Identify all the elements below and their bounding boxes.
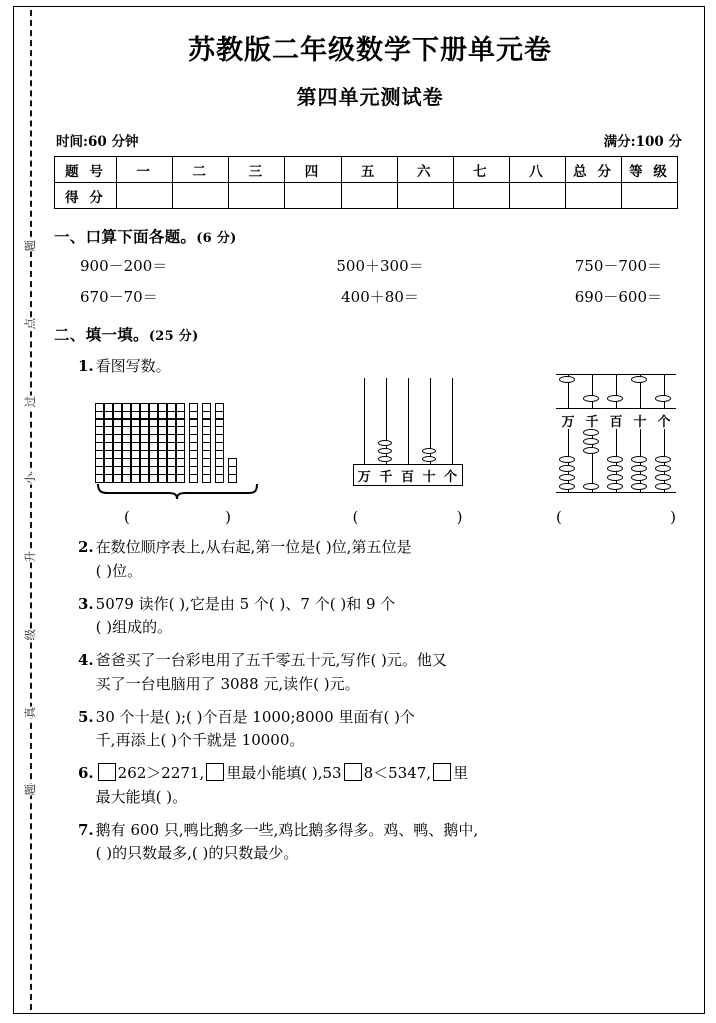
abacus-lower-bead-rest — [607, 474, 623, 481]
abacus-place-labels — [556, 410, 676, 430]
abacus-lower-bead-active — [583, 429, 599, 436]
score-cell[interactable] — [285, 183, 341, 209]
abacus-upper-bead — [631, 376, 647, 383]
question-line: ( )的只数最多,( )的只数最少。 — [95, 844, 299, 862]
answer-box[interactable] — [433, 763, 451, 781]
score-cell[interactable] — [117, 183, 173, 209]
open-paren: ( — [124, 508, 130, 527]
section-2-title: 二、填一填。 — [54, 325, 149, 344]
counter-rods — [353, 378, 463, 506]
place-label-ge: 个 — [652, 411, 676, 430]
score-col-2: 二 — [173, 157, 229, 183]
abacus-lower-bead-rest — [583, 483, 599, 490]
abacus-lower-bead-rest — [631, 474, 647, 481]
q6-part-a: 262＞2271, — [117, 764, 205, 783]
question-text — [96, 536, 688, 583]
place-label-bai: 百 — [400, 469, 414, 485]
section-heading-2 — [54, 323, 688, 345]
abacus-lower-bead-rest — [607, 456, 623, 463]
answer-parens-abacus[interactable] — [556, 508, 676, 526]
abacus-upper-bead — [655, 395, 671, 402]
abacus-lower-bead-rest — [559, 465, 575, 472]
abacus-lower-bead-rest — [631, 465, 647, 472]
question-number: 7. — [78, 820, 94, 839]
abacus-rod-upper — [616, 375, 617, 409]
question-text — [96, 762, 688, 809]
close-paren: ) — [670, 508, 676, 527]
abacus-frame — [556, 372, 676, 506]
answer-parens-counter[interactable] — [353, 508, 463, 526]
abacus-lower-bead-rest — [607, 483, 623, 490]
score-col-6: 六 — [397, 157, 453, 183]
question-number: 5. — [78, 707, 94, 726]
question-2 — [78, 536, 688, 583]
score-col-5: 五 — [341, 157, 397, 183]
score-col-3: 三 — [229, 157, 285, 183]
abacus-lower-bead-rest — [655, 483, 671, 490]
question-3 — [78, 593, 688, 640]
tens-rod-1 — [190, 403, 199, 482]
exam-meta — [52, 130, 688, 150]
question-line: 鹅有 600 只,鸭比鹅多一些,鸡比鹅多得多。鸡、鸭、鹅中, — [95, 820, 479, 839]
section-1-points: (6 分) — [196, 231, 237, 246]
total-points-label: 满分:100 分 — [603, 134, 682, 150]
question-line: ( )组成的。 — [95, 618, 173, 636]
calc-problem[interactable]: 670－70＝ — [80, 288, 158, 306]
score-cell-total[interactable] — [566, 183, 622, 209]
abacus-lower-bead-rest — [631, 483, 647, 490]
score-table — [54, 156, 678, 209]
abacus-lower-bead-rest — [631, 456, 647, 463]
ones-units — [229, 459, 238, 483]
score-col-total: 总 分 — [566, 157, 622, 183]
binding-char: 真 — [23, 706, 38, 719]
place-label-ge: 个 — [444, 469, 458, 485]
score-table-row-label: 得 分 — [55, 183, 117, 209]
question-number: 1. — [78, 357, 94, 375]
table-row-question-numbers — [55, 157, 678, 183]
abacus-lower-bead-active — [583, 438, 599, 445]
close-paren: ) — [456, 508, 463, 527]
score-cell[interactable] — [229, 183, 285, 209]
score-col-4: 四 — [285, 157, 341, 183]
binding-char: 升 — [23, 551, 38, 563]
abacus-lower-bead-rest — [655, 465, 671, 472]
time-limit-label: 时间:60 分钟 — [56, 134, 139, 150]
abacus-upper-bead — [607, 395, 623, 402]
score-cell[interactable] — [173, 183, 229, 209]
question-6 — [78, 762, 688, 809]
place-label-shi: 十 — [422, 469, 436, 485]
question-number: 2. — [78, 538, 94, 557]
binding-char: 过 — [23, 395, 38, 408]
counter-bead — [422, 456, 436, 462]
question-number: 3. — [78, 594, 94, 613]
counter-bead — [378, 440, 392, 446]
abacus-bottom-rail — [556, 492, 676, 493]
score-col-7: 七 — [453, 157, 509, 183]
q6-part-b: 里最小能填( ),53 — [226, 764, 342, 783]
abacus-lower-bead-rest — [559, 474, 575, 481]
blocks-group — [96, 403, 259, 482]
answer-box[interactable] — [98, 763, 116, 781]
score-cell[interactable] — [397, 183, 453, 209]
abacus-figure — [556, 372, 676, 526]
counter-place-labels — [353, 464, 463, 486]
binding-char: 小 — [23, 473, 38, 485]
question-line: 5079 读作( ),它是由 5 个( )、7 个( )和 9 个 — [95, 594, 396, 613]
abacus-rod-upper — [592, 375, 593, 409]
question-number: 4. — [78, 651, 94, 670]
close-paren: ) — [225, 508, 231, 527]
page-title: 苏教版二年级数学下册单元卷 — [188, 35, 552, 66]
question-7 — [78, 819, 688, 866]
binding-char: 题 — [23, 784, 38, 796]
question-5 — [78, 706, 688, 753]
abacus-upper-bead — [559, 376, 575, 383]
abacus-lower-bead-active — [583, 447, 599, 454]
abacus-lower-bead-rest — [559, 483, 575, 490]
score-col-grade: 等 级 — [622, 157, 678, 183]
place-label-qian: 千 — [379, 469, 393, 485]
score-col-8: 八 — [509, 157, 565, 183]
page-subtitle: 第四单元测试卷 — [296, 85, 444, 109]
counter-rod — [364, 378, 365, 464]
question-text — [96, 593, 688, 640]
question-line: 买了一台电脑用了 3088 元,读作( )元。 — [95, 674, 360, 693]
abacus-lower-bead-rest — [607, 465, 623, 472]
tens-rod-2 — [203, 403, 212, 482]
abacus-lower-bead-rest — [655, 474, 671, 481]
answer-box[interactable] — [344, 763, 362, 781]
tens-rod-3 — [216, 403, 225, 482]
score-col-1: 一 — [117, 157, 173, 183]
base-ten-blocks-figure — [96, 403, 259, 526]
question-line: ( )位。 — [95, 561, 143, 580]
binding-margin-text — [18, 238, 44, 798]
place-label-wan: 万 — [556, 411, 580, 430]
q6-part-d: 里 — [453, 764, 469, 783]
binding-char: 级 — [23, 628, 38, 641]
question-line-with-boxes — [96, 762, 688, 785]
section-1-title: 一、口算下面各题。 — [54, 227, 197, 246]
question-line: 最大能填( )。 — [95, 787, 188, 806]
question-line: 30 个十是( );( )个百是 1000;8000 里面有( )个 — [95, 707, 415, 726]
place-label-qian: 千 — [580, 411, 604, 430]
open-paren: ( — [556, 508, 562, 527]
counter-bead — [378, 456, 392, 462]
abacus-lower-bead-rest — [655, 456, 671, 463]
question-1-figures — [96, 386, 676, 526]
question-text: 看图写数。 — [95, 357, 171, 375]
question-4 — [78, 649, 688, 696]
question-line: 在数位顺序表上,从右起,第一位是( )位,第五位是 — [95, 538, 412, 557]
place-label-shi: 十 — [628, 411, 652, 430]
score-cell[interactable] — [509, 183, 565, 209]
place-label-wan: 万 — [357, 469, 371, 485]
calc-problem[interactable]: 690－600＝ — [574, 288, 662, 306]
score-table-row-label: 题 号 — [55, 157, 117, 183]
brace-icon — [96, 482, 259, 500]
calc-problem[interactable]: 750－700＝ — [574, 257, 662, 275]
worksheet-content — [52, 14, 688, 1010]
score-cell[interactable] — [453, 183, 509, 209]
table-row-scores — [55, 183, 678, 209]
question-number: 6. — [78, 764, 94, 783]
score-cell[interactable] — [341, 183, 397, 209]
section-heading-1 — [54, 225, 688, 247]
counter-rod — [408, 378, 409, 464]
question-text — [96, 649, 688, 696]
counter-rod — [452, 378, 453, 464]
abacus-upper-bead — [583, 395, 599, 402]
binding-char: 点 — [23, 317, 38, 330]
calc-problem[interactable]: 400＋80＝ — [341, 288, 419, 306]
place-label-bai: 百 — [604, 411, 628, 430]
open-paren: ( — [352, 508, 359, 527]
place-value-counter-figure — [353, 378, 463, 526]
binding-char: 题 — [23, 240, 38, 252]
section-2-points: (25 分) — [148, 329, 199, 344]
question-line: 爸爸买了一台彩电用了五千零五十元,写作( )元。他又 — [95, 651, 447, 670]
abacus-rod-upper — [664, 375, 665, 409]
calc-problem[interactable]: 900－200＝ — [80, 257, 168, 275]
q6-part-c: 8＜5347, — [363, 764, 432, 783]
curly-brace — [96, 482, 259, 512]
answer-box[interactable] — [206, 763, 224, 781]
hundreds-flat-grid — [96, 403, 186, 482]
question-line: 千,再添上( )个千就是 10000。 — [95, 731, 305, 749]
counter-bead — [378, 448, 392, 454]
calc-problem[interactable]: 500＋300＝ — [336, 257, 424, 275]
question-text — [96, 706, 688, 753]
question-text — [96, 819, 688, 866]
oral-calculation-problems — [80, 255, 680, 307]
score-cell-grade[interactable] — [622, 183, 678, 209]
abacus-lower-bead-rest — [559, 456, 575, 463]
counter-bead — [422, 448, 436, 454]
